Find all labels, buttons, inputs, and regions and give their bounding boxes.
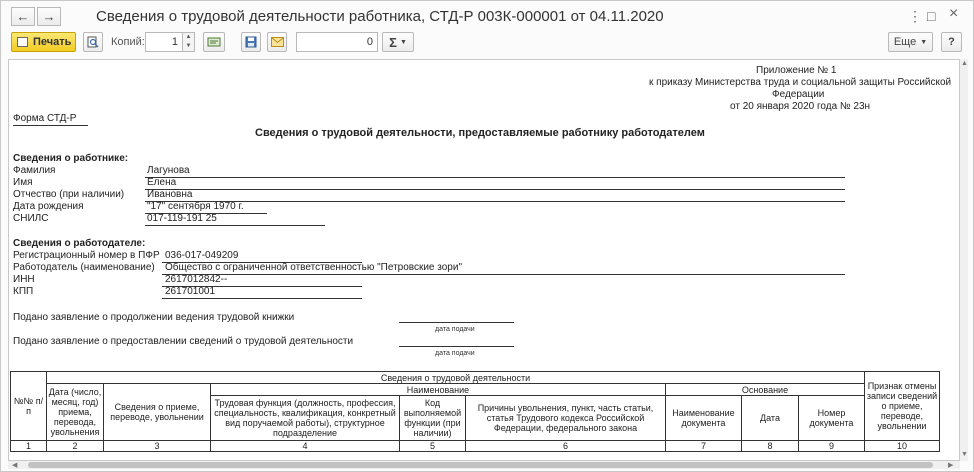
inn-label: ИНН [13,274,35,285]
scroll-down-icon[interactable]: ▼ [961,451,968,458]
col-number-1: 1 [10,440,46,452]
order-line-2: Федерации [772,89,825,100]
toolbar [1,31,973,55]
col-number-3: 3 [103,440,210,452]
table-group-header: Сведения о трудовой деятельности [46,371,864,383]
col-number-4: 4 [210,440,399,452]
col-number-10: 10 [864,440,940,452]
col-header-doc-name: Наименование документа [665,395,741,440]
pfr-number-value: 036-017-049209 [165,250,239,261]
document-heading: Сведения о трудовой деятельности, предоставляемые работнику работодателем [255,127,705,139]
inn-value: 2617012842-- [165,274,228,285]
scroll-up-icon[interactable]: ▲ [961,60,968,67]
statement-provide-info: Подано заявление о предоставлении сведений о трудовой деятельности [13,336,354,347]
horizontal-scrollbar[interactable] [8,461,960,469]
employer-name-label: Работодатель (наименование) [13,262,155,273]
magnifier-icon [87,36,99,48]
snils-value: 017-119-191 25 [147,213,217,224]
col-header-reasons: Причины увольнения, пункт, часть статьи, статья Трудового кодекса Российской Федерации, федерального закона [465,395,665,440]
arrow-left-icon: ← [16,9,30,24]
col-number-2: 2 [46,440,103,452]
name-value: Елена [147,177,177,188]
col-header-doc-date: Дата [741,395,798,440]
statement2-date-caption: дата подачи [435,350,475,357]
copies-label: Копий: [111,36,145,48]
statement-continue-workbook: Подано заявление о продолжении ведения трудовой книжки [13,312,295,323]
col-number-7: 7 [665,440,741,452]
save-button[interactable] [241,32,261,52]
employee-section-title: Сведения о работнике: [13,153,129,164]
scroll-left-icon[interactable]: ◀ [12,462,18,469]
more-button[interactable] [888,32,933,52]
surname-label: Фамилия [13,165,56,176]
scroll-right-icon[interactable]: ▶ [948,462,954,469]
sum-field[interactable]: 0 [296,32,378,52]
appendix-label: Приложение № 1 [756,65,837,76]
maximize-icon[interactable]: □ [927,8,936,24]
print-button-label: Печать [33,36,72,48]
col-header-function: Трудовая функция (должность, профессия, специальность, квалификация, конкретный вид поручаемой работы), структурное подразделение [210,395,399,440]
print-button[interactable] [11,32,76,52]
employer-name-value: Общество с ограниченной ответственностью "Петровские зори" [165,262,463,273]
send-email-button[interactable] [267,32,287,52]
envelope-icon [271,37,284,47]
order-line-3: от 20 января 2020 года № 23н [730,101,871,112]
patronymic-value: Ивановна [147,189,193,200]
col-number-5: 5 [399,440,465,452]
back-button[interactable] [11,7,35,26]
order-line-1: к приказу Министерства труда и социальной защиты Российской [649,77,952,88]
document-area [8,59,960,461]
birth-date-label: Дата рождения [13,201,84,212]
col-number-6: 6 [465,440,665,452]
window-title: Сведения о трудовой деятельности работника, СТД-Р 003К-000001 от 04.11.2020 [96,8,664,25]
col-number-9: 9 [798,440,864,452]
print-settings-icon [207,36,221,48]
arrow-right-icon: → [42,9,56,24]
more-button-label: Еще [893,36,917,48]
chevron-down-icon: ▼ [399,38,407,46]
patronymic-label: Отчество (при наличии) [13,189,125,200]
sigma-icon: Σ [389,34,397,50]
pfr-number-label: Регистрационный номер в ПФР [13,250,160,261]
preview-button[interactable] [83,32,103,52]
kpp-value: 261701001 [165,286,216,297]
spin-up-icon: ▲ [185,34,192,40]
printer-icon [17,37,28,47]
more-chevron-icon: ▼ [920,38,928,46]
col-header-info: Сведения о приеме, переводе, увольнении [103,383,210,440]
birth-date-value: "17" сентября 1970 г. [147,201,244,212]
help-button[interactable]: ? [941,32,962,52]
vertical-scrollbar[interactable] [960,59,968,461]
spin-down-icon: ▼ [185,43,192,49]
col-header-doc-number: Номер документа [798,395,864,440]
surname-value: Лагунова [147,165,190,176]
sum-button[interactable] [382,32,414,52]
employer-section-title: Сведения о работодателе: [13,238,146,249]
col-number-8: 8 [741,440,798,452]
floppy-disk-icon [245,36,257,48]
col-header-code: Код выполняемой функции (при наличии) [399,395,465,440]
col-header-number: №№ п/п [10,371,46,440]
more-options-icon[interactable]: ⋮ [908,8,922,24]
table-basis-header: Основание [665,383,864,395]
name-label: Имя [13,177,33,188]
table-naming-header: Наименование [210,383,665,395]
snils-label: СНИЛС [13,213,49,224]
form-name: Форма СТД-Р [13,113,77,124]
title-bar [1,1,973,31]
work-history-table [9,60,960,461]
horizontal-scroll-thumb[interactable] [28,462,933,468]
col-header-date: Дата (число, месяц, год) приема, перевода, увольнения [46,383,103,440]
copies-stepper[interactable] [182,32,195,52]
col-header-cancel: Признак отмены записи сведений о приеме, переводе, увольнении [864,371,940,440]
forward-button[interactable] [37,7,61,26]
copies-input[interactable]: 1 [145,32,183,52]
close-icon[interactable]: × [949,5,959,22]
statement1-date-caption: дата подачи [435,326,475,333]
kpp-label: КПП [13,286,34,297]
print-settings-button[interactable] [203,32,225,52]
